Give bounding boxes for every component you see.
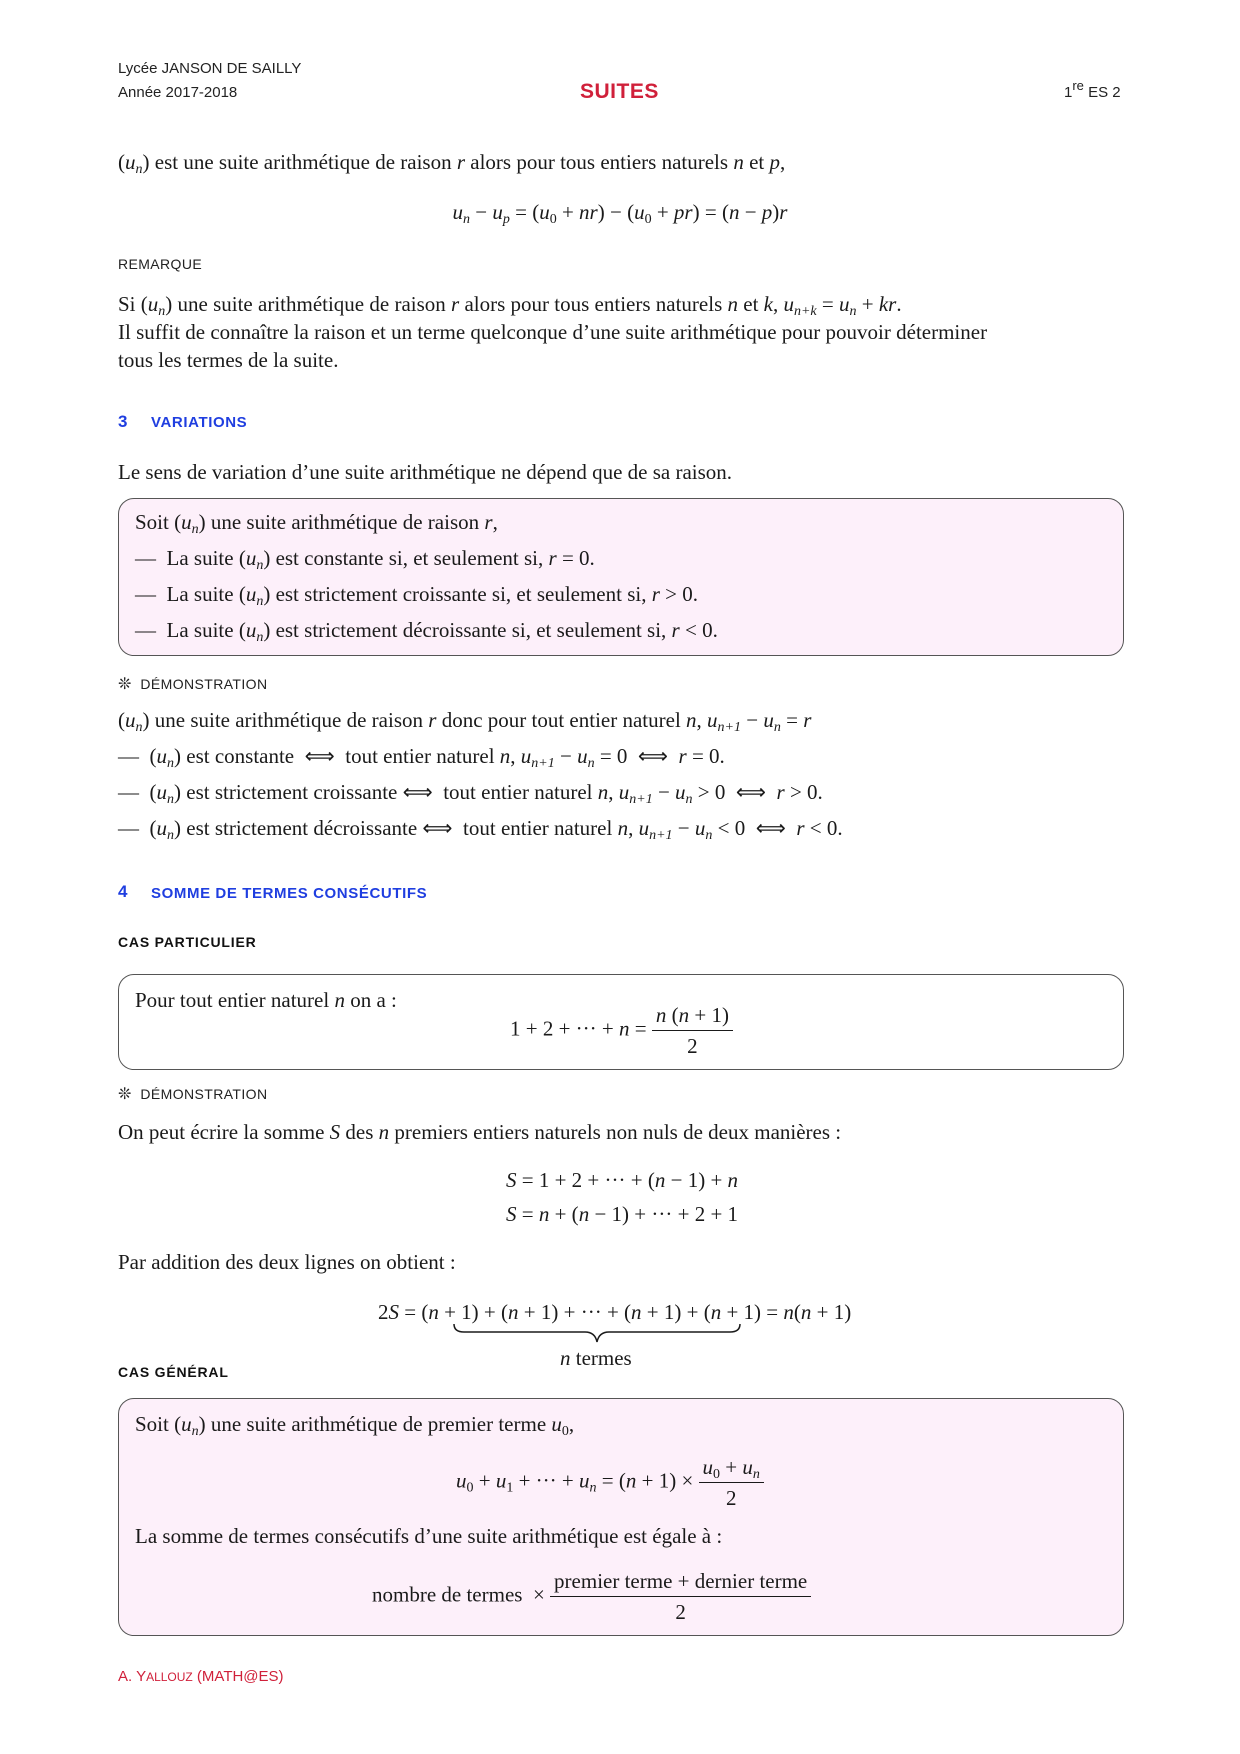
intro-line: $(u_n)$ est une suite arithmétique de raison r alors pour tous entiers naturels n et p, <box>118 150 786 177</box>
section-3-title: VARIATIONS <box>151 414 248 431</box>
demo-label-2: ❊ DÉMONSTRATION <box>118 1086 268 1103</box>
school-name: Lycée JANSON DE SAILLY <box>118 60 302 77</box>
demo1-line0: $(u_n)$ une suite arithmétique de raison r donc pour tout entier naturel n, $u_{n+1} - u_n = r$ <box>118 708 812 735</box>
variations-box-item1: — La suite $(u_n)$ est constante si, et seulement si, r = 0. <box>135 546 595 573</box>
cas-general-label: CAS GÉNÉRAL <box>118 1364 229 1380</box>
general-box-line3: La somme de termes consécutifs d’une suite arithmétique est égale à : <box>135 1524 723 1548</box>
intro-formula: $u_n - u_p = (u_0 + nr) - (u_0 + pr) = (n - p)r$ <box>452 200 788 227</box>
demo2-sum-row2: S = n + (n − 1) + ··· + 2 + 1 <box>506 1202 739 1226</box>
general-box-words-formula: nombre de termes × $\frac{\text{premier terme + dernier terme}}{2}$ <box>372 1568 811 1625</box>
sum-box-formula: 1 + 2 + ··· + n = $\frac{n (n + 1)}{2}$ <box>510 1002 733 1059</box>
demo1-item3: — $(u_n)$ est strictement décroissante ⟺ tout entier naturel n, $u_{n+1} - u_n < 0$ ⟺ r < 0. <box>118 816 843 843</box>
remarque-line1: Si $(u_n)$ une suite arithmétique de raison r alors pour tous entiers naturels n et k, $u_{n+k} = u_n$ + kr. <box>118 292 902 319</box>
remarque-line2: Il suffit de connaître la raison et un terme quelconque d’une suite arithmétique pour pouvoir déterminer <box>118 320 988 344</box>
section-4-title: SOMME DE TERMES CONSÉCUTIFS <box>151 885 428 902</box>
demo2-addition: Par addition des deux lignes on obtient : <box>118 1250 456 1274</box>
n-termes-label: n termes <box>560 1346 632 1370</box>
asterism-icon: ❊ <box>118 676 132 693</box>
demo1-item2: — $(u_n)$ est strictement croissante ⟺ tout entier naturel n, $u_{n+1} - u_n > 0$ ⟺ r > 0. <box>118 780 823 807</box>
footer-author: A. YALLOUZ (MATH@ES) <box>118 1668 284 1685</box>
school-year: Année 2017-2018 <box>118 84 238 101</box>
demo2-sum-row1: S = 1 + 2 + ··· + (n − 1) + n <box>506 1168 739 1192</box>
demo2-line1: On peut écrire la somme S des n premiers entiers naturels non nuls de deux manières : <box>118 1120 842 1144</box>
sum-box-text: Pour tout entier naturel n on a : <box>135 988 397 1012</box>
section-4-number: 4 <box>118 882 128 901</box>
page-title: SUITES <box>580 80 659 103</box>
section-3-intro: Le sens de variation d’une suite arithmétique ne dépend que de sa raison. <box>118 460 733 484</box>
remarque-line3: tous les termes de la suite. <box>118 348 339 372</box>
variations-box-item2: — La suite $(u_n)$ est strictement croissante si, et seulement si, r > 0. <box>135 582 698 609</box>
cas-particulier-label: CAS PARTICULIER <box>118 934 257 950</box>
remarque-label: REMARQUE <box>118 256 203 272</box>
demo-label-1: ❊ DÉMONSTRATION <box>118 676 268 693</box>
general-box-formula: $u_0 + u_1$ + ··· + $u_n = (n + 1)$ × $\frac{u_0 + u_n}{2}$ <box>456 1454 764 1511</box>
demo1-item1: — $(u_n)$ est constante ⟺ tout entier naturel n, $u_{n+1} - u_n = 0$ ⟺ r = 0. <box>118 744 725 771</box>
demo2-total: 2S = (n + 1) + (n + 1) + ··· + (n + 1) + (n + 1) = n(n + 1) <box>378 1300 852 1324</box>
variations-box-line0: Soit $(u_n)$ une suite arithmétique de raison r, <box>135 510 498 537</box>
asterism-icon: ❊ <box>118 1086 132 1103</box>
variations-box-item3: — La suite $(u_n)$ est strictement décroissante si, et seulement si, r < 0. <box>135 618 718 645</box>
class-label: 1re ES 2 <box>1064 78 1121 101</box>
general-box-line1: Soit $(u_n)$ une suite arithmétique de premier terme $u_0$, <box>135 1412 575 1439</box>
section-3-number: 3 <box>118 412 128 431</box>
